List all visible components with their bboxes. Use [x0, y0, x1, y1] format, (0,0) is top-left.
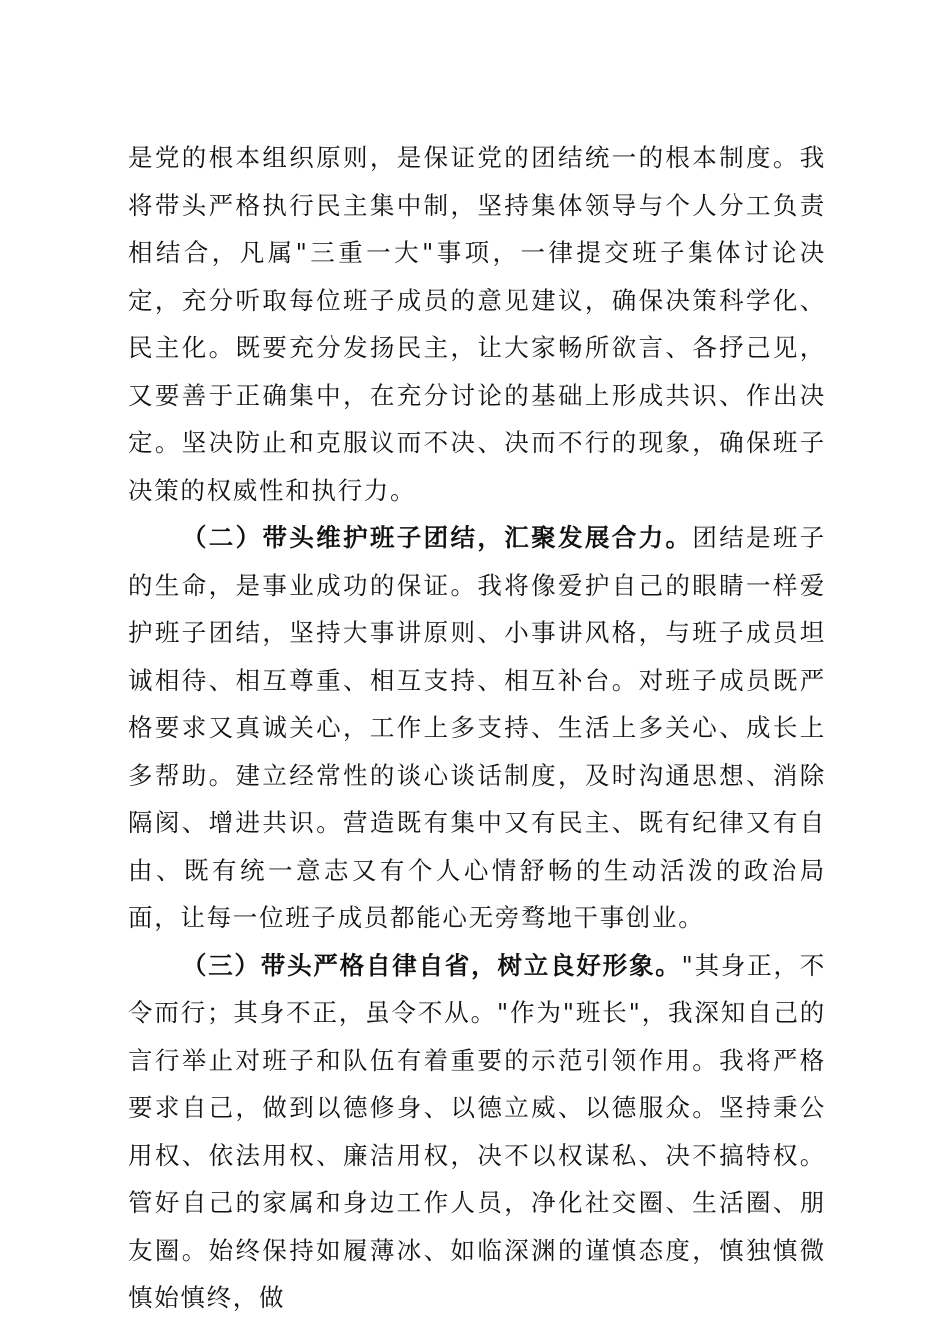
- paragraph-self-discipline: [128, 942, 826, 1322]
- section-heading-three: （三）带头严格自律自省，树立良好形象。: [181, 950, 682, 980]
- paragraph-text: 团结是班子的生命，是事业成功的保证。我将像爱护自己的眼睛一样爱护班子团结，坚持大事讲原则、小事讲风格，与班子成员坦诚相待、相互尊重、相互支持、相互补台。对班子成员既严格要求又真诚关心，工作上多支持、生活上多关心、成长上多帮助。建立经常性的谈心谈话制度，及时沟通思想、消除隔阂、增进共识。营造既有集中又有民主、既有纪律又有自由、既有统一意志又有个人心情舒畅的生动活泼的政治局面，让每一位班子成员都能心无旁骛地干事创业。: [128, 523, 826, 932]
- paragraph-text: "其身正，不令而行；其身不正，虽令不从。"作为"班长"，我深知自己的言行举止对班子和队伍有着重要的示范引领作用。我将严格要求自己，做到以德修身、以德立威、以德服众。坚持秉公用权、依法用权、廉洁用权，决不以权谋私、决不搞特权。管好自己的家属和身边工作人员，净化社交圈、生活圈、朋友圈。始终保持如履薄冰、如临深渊的谨慎态度，慎独慎微慎始慎终，做: [128, 950, 827, 1312]
- paragraph-text: 是党的根本组织原则，是保证党的团结统一的根本制度。我将带头严格执行民主集中制，坚持集体领导与个人分工负责相结合，凡属"三重一大"事项，一律提交班子集体讨论决定，充分听取每位班子成员的意见建议，确保决策科学化、民主化。既要充分发扬民主，让大家畅所欲言、各抒己见，又要善于正确集中，在充分讨论的基础上形成共识、作出决定。坚决防止和克服议而不决、决而不行的现象，确保班子决策的权威性和执行力。: [128, 143, 826, 505]
- paragraph-team-unity: [128, 514, 826, 942]
- section-heading-two: （二）带头维护班子团结，汇聚发展合力。: [181, 523, 693, 552]
- document-body: [128, 134, 826, 1322]
- paragraph-democratic-centralism: [128, 134, 826, 514]
